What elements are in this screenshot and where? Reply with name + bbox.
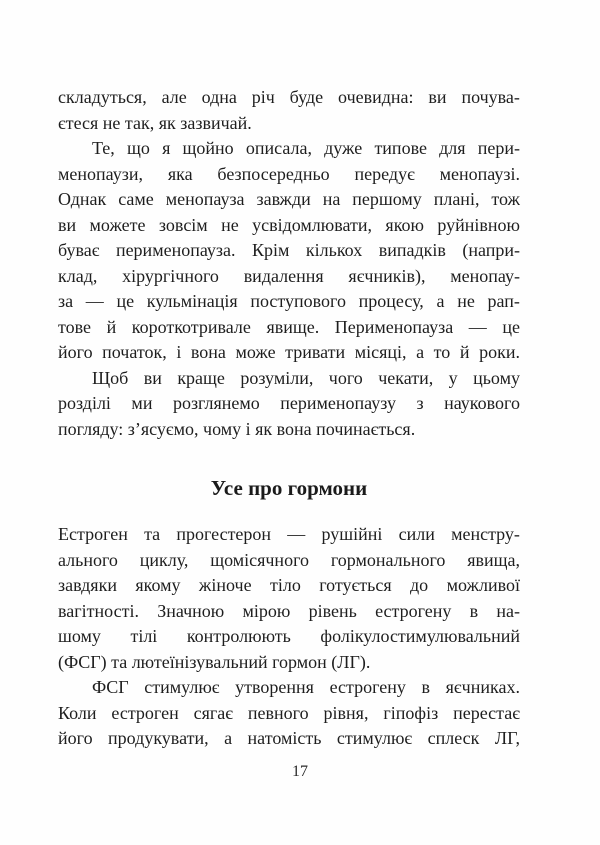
body-line: його продукувати, а натомість стимулює сплеск ЛГ, [58, 728, 520, 748]
body-line: Естроген та прогестерон — рушійні сили менстру- [58, 524, 520, 544]
text-block [58, 85, 520, 752]
paragraph [58, 366, 520, 443]
page-number: 17 [292, 763, 308, 780]
body-line: завдяки якому жіноче тіло готується до можливої [58, 575, 520, 595]
paragraph [58, 136, 520, 366]
section-heading: Усе про гормони [210, 476, 368, 500]
body-line: його початок, і вона може тривати місяці, а то й роки. [58, 342, 520, 362]
body-line: ви можете зовсім не усвідомлювати, якою руйнівною [58, 214, 520, 235]
body-line: Щоб ви краще розуміли, чого чекати, у цьому [92, 367, 520, 388]
body-line: Те, що я щойно описала, дуже типове для пери- [92, 138, 520, 158]
paragraph [58, 675, 520, 752]
body-line: погляду: з’ясуємо, чому і як вона починається. [58, 418, 416, 439]
body-line: менопаузи, яка безпосередньо передує менопаузі. [58, 163, 520, 184]
body-line: розділі ми розглянемо перименопаузу з наукового [58, 393, 520, 413]
body-line: буває перименопауза. Крім кількох випадків (напри- [58, 240, 520, 260]
body-line: єтеся не так, як зазвичай. [58, 112, 252, 133]
body-line: (ФСГ) та лютеїнізувальний гормон (ЛГ). [58, 651, 371, 672]
paragraph [58, 85, 520, 136]
body-line: ального циклу, щомісячного гормонального явища, [58, 549, 520, 570]
body-line: тове й короткотривале явище. Перименопауза — це [58, 316, 520, 337]
body-line: Однак саме менопауза завжди на першому плані, тож [58, 189, 520, 209]
body-line: шому тілі контролюють фолікулостимулювальний [58, 626, 520, 646]
body-line: ФСГ стимулює утворення естрогену в яєчниках. [92, 677, 520, 697]
body-line: вагітності. Значною мірою рівень естрогену в на- [58, 600, 520, 621]
body-line: складуться, але одна річ буде очевидна: ви почува- [58, 87, 520, 107]
paragraph [58, 522, 520, 675]
body-line: Коли естроген сягає певного рівня, гіпофіз перестає [58, 702, 520, 723]
body-line: за — це кульмінація поступового процесу, а не рап- [58, 291, 520, 311]
body-line: клад, хірургічного видалення яєчників), менопау- [58, 265, 520, 286]
